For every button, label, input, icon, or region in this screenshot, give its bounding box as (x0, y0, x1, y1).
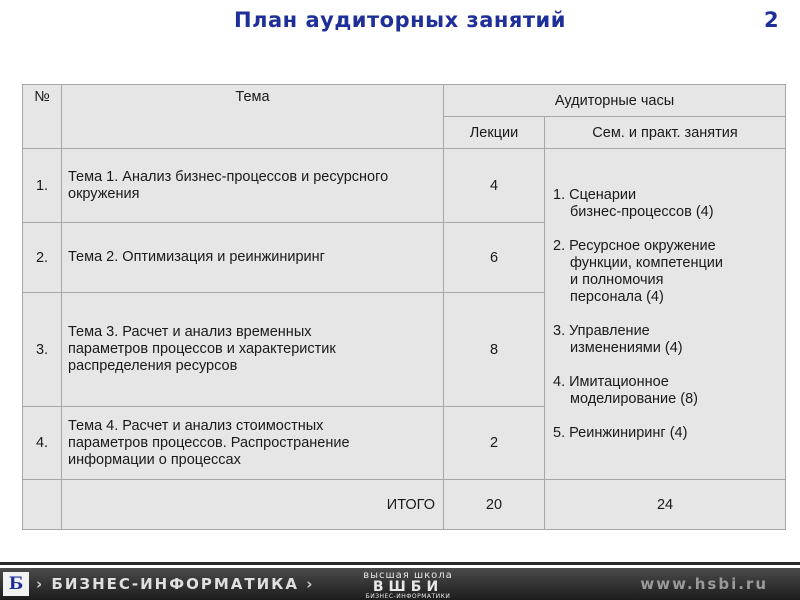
topic-line: Тема 2. Оптимизация и реинжиниринг (68, 249, 325, 265)
website-link[interactable]: www.hsbi.ru (640, 575, 768, 593)
seminar-line: 2. Ресурсное окружение (553, 237, 716, 254)
seminar-line: персонала (4) (570, 288, 664, 305)
header-class-hours: Аудиторные часы (444, 85, 786, 117)
seminar-item (553, 238, 779, 306)
school-abbrev: ВШБИ (372, 579, 444, 595)
footer-brand (36, 575, 314, 593)
topic-line: параметров процессов и характеристик (68, 341, 336, 357)
row-number: 4. (23, 407, 62, 480)
header-topic: Тема (62, 85, 444, 149)
school-logo: Б (3, 572, 29, 596)
row-number: 3. (23, 293, 62, 407)
topic-line: информации о процессах (68, 451, 241, 468)
seminar-line: и полномочия (570, 271, 664, 288)
total-lectures: 20 (444, 480, 545, 530)
table-total-row (23, 480, 786, 530)
footer-banner (0, 568, 800, 600)
seminar-line: 5. Реинжиниринг (4) (553, 424, 688, 441)
row-number: 1. (23, 149, 62, 223)
brand-text: БИЗНЕС-ИНФОРМАТИКА (51, 575, 300, 593)
header-number: № (23, 85, 62, 149)
school-name-bottom: БИЗНЕС-ИНФОРМАТИКИ (365, 593, 451, 600)
topic-line: распределения ресурсов (68, 358, 238, 374)
chevron-right-icon: › (36, 575, 45, 593)
table-header-row (23, 85, 786, 117)
lesson-plan-table (22, 84, 786, 530)
seminar-item (553, 425, 779, 442)
seminar-line: изменениями (4) (570, 339, 683, 356)
table-row (23, 149, 786, 223)
school-name-top: высшая школа (363, 570, 453, 581)
page-number: 2 (764, 8, 779, 32)
chevron-right-icon: › (306, 575, 315, 593)
row-topic (62, 223, 444, 293)
row-lectures: 6 (444, 223, 545, 293)
seminar-item (553, 323, 779, 357)
header-lectures: Лекции (444, 117, 545, 149)
school-name-block (350, 570, 466, 600)
row-lectures: 2 (444, 407, 545, 480)
seminar-line: моделирование (8) (570, 390, 698, 407)
header-seminars: Сем. и практ. занятия (545, 117, 786, 149)
page-title: План аудиторных занятий (234, 8, 566, 32)
row-lectures: 4 (444, 149, 545, 223)
seminar-line: 1. Сценарии (553, 186, 637, 203)
total-label: ИТОГО (62, 480, 444, 530)
total-seminars: 24 (545, 480, 786, 530)
seminar-line: бизнес-процессов (4) (570, 203, 714, 220)
seminar-item (553, 187, 779, 221)
row-topic (62, 407, 444, 480)
topic-line: Тема 3. Расчет и анализ временных (68, 324, 312, 340)
row-topic (62, 149, 444, 223)
seminar-line: 3. Управление (553, 322, 650, 339)
topic-line: Тема 1. Анализ бизнес-процессов и ресурсного (68, 168, 389, 185)
row-number: 2. (23, 223, 62, 293)
topic-line: Тема 4. Расчет и анализ стоимостных (68, 417, 324, 434)
footer-divider (0, 562, 800, 565)
topic-line: параметров процессов. Распространение (68, 434, 350, 451)
total-empty-cell (23, 480, 62, 530)
seminar-line: 4. Имитационное (553, 373, 669, 390)
topic-line: окружения (68, 185, 140, 202)
seminar-item (553, 374, 779, 408)
row-lectures: 8 (444, 293, 545, 407)
seminar-line: функции, компетенции (570, 254, 723, 271)
seminar-topics-cell (545, 149, 786, 480)
row-topic (62, 293, 444, 407)
